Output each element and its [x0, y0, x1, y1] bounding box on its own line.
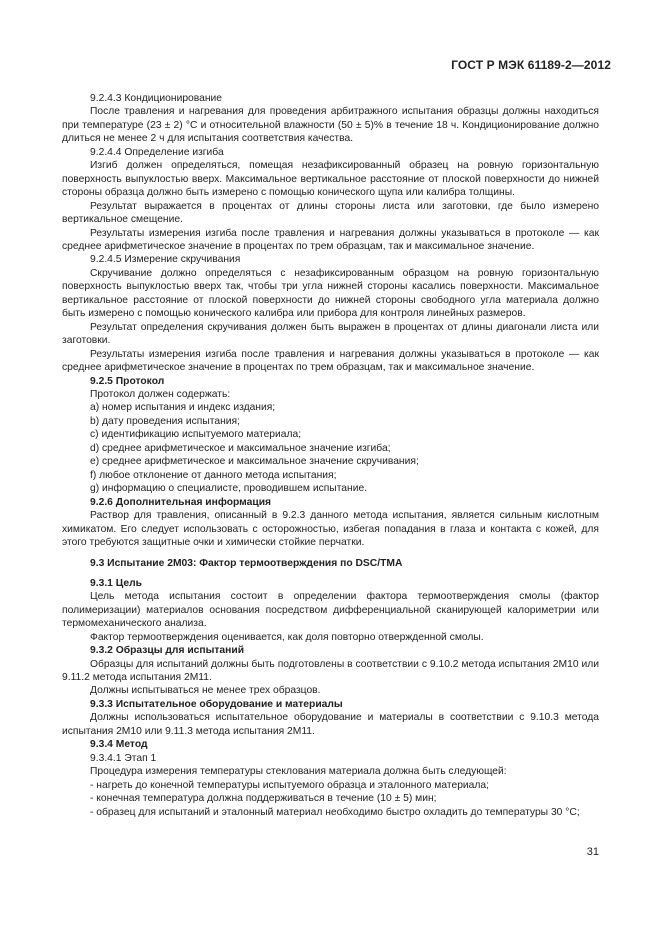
list-item: а) номер испытания и индекс издания; — [90, 402, 276, 414]
subsection-heading: 9.2.4.4 Определение изгиба — [90, 146, 224, 158]
list-item: е) среднее арифметическое и максимальное значение скручивания; — [90, 456, 419, 468]
subsection-heading: 9.2.4.3 Кондиционирование — [90, 93, 223, 104]
paragraph: Результат выражается в процентах от длины стороны листа или заготовки, где было измерено вертикальное смещение. — [62, 200, 599, 226]
paragraph: Должны использоваться испытательное оборудование и материалы в соответствии с 9.10.3 метода испытания 2М10 или 9.11.3 метода испытания 2М11. — [62, 712, 599, 737]
paragraph: Образцы для испытаний должны быть подготовлены в соответствии с 9.10.2 метода испытания 2М10 или 9.11.2 метода испытания 2М11. — [62, 658, 599, 684]
paragraph: Результат определения скручивания должен быть выражен в процентах от длины диагонали листа или заготовки. — [62, 321, 599, 347]
subsection-heading: 9.3.4.1 Этап 1 — [90, 752, 157, 764]
section-heading: 9.2.5 Протокол — [90, 375, 165, 387]
section-heading: 9.3.4 Метод — [90, 739, 148, 751]
paragraph: Результаты измерения изгиба после травления и нагревания должны указываться в протоколе — как среднее арифметическое значение в процентах по трем образцам, так и максимальное значение. — [62, 227, 599, 252]
list-item: f) любое отклонение от данного метода испытания; — [90, 469, 337, 481]
list-item: с) идентификацию испытуемого материала; — [90, 429, 302, 441]
paragraph: Результаты измерения изгиба после травления и нагревания должны указываться в протоколе — как среднее арифметическое значение в процентах по трем образцам, так и максимальное значение. — [62, 348, 599, 374]
paragraph: Процедура измерения температуры стеклования материала должна быть следующей: — [90, 766, 507, 778]
list-item: - нагреть до конечной температуры испытуемого образца и эталонного материала; — [90, 779, 490, 791]
paragraph: Фактор термоотверждения оценивается, как доля повторно отвержденной смолы. — [90, 631, 484, 643]
list-item: - конечная температура должна поддерживаться в течение (10 ± 5) мин; — [90, 793, 437, 805]
paragraph: Скручивание должно определяться с незафиксированным образцом на ровную горизонтальную поверхность выпуклостью вверх так, чтобы три угла нижней стороны касались поверхности. Максимальное вертикальное расстояние от плоской поверхности до нижней стороны свободного угла материала должно быть измерено с помощью конического калибра или прибора для контроля линейных размеров. — [62, 267, 599, 320]
section-heading: 9.3.1 Цель — [90, 577, 143, 589]
section-heading: 9.2.6 Дополнительная информация — [90, 496, 272, 508]
list-item: - образец для испытаний и эталонный материал необходимо быстро охладить до температуры 30 °С; — [90, 806, 580, 818]
section-heading: 9.3 Испытание 2М03: Фактор термоотверждения по DSC/TMA — [90, 558, 403, 570]
section-heading: 9.3.2 Образцы для испытаний — [90, 645, 245, 657]
paragraph: Раствор для травления, описанный в 9.2.3 данного метода испытания, является сильным кислотным химикатом. Его следует использовать с осторожностью, избегая попадания в глаза и контакта с кожей, для этого требуются защитные очки и химически стойкие перчатки. — [62, 510, 599, 548]
list-item: b) дату проведения испытания; — [90, 415, 240, 427]
paragraph: Цель метода испытания состоит в определении фактора термоотверждения смолы (фактор полимеризации) материалов основания посредством дифференциальной сканирующей калориметрии или термомеханического анализа. — [62, 591, 599, 630]
list-item: g) информацию о специалисте, проводившем испытание. — [90, 483, 368, 495]
subsection-heading: 9.2.4.5 Измерение скручивания — [90, 254, 241, 266]
paragraph: Должны испытываться не менее трех образцов. — [90, 685, 321, 697]
paragraph: После травления и нагревания для проведения арбитражного испытания образцы должны находиться при температуре (23 ± 2) °С и относительной влажности (50 ± 5)% в течение 18 ч. Кондиционирование должно длиться не менее 2 ч для испытания соответствия качества. — [62, 106, 599, 145]
page-number: 31 — [586, 846, 599, 858]
document-body — [62, 92, 599, 819]
paragraph: Протокол должен содержать: — [90, 388, 231, 400]
section-heading: 9.3.3 Испытательное оборудование и материалы — [90, 698, 343, 710]
paragraph: Изгиб должен определяться, помещая незафиксированный образец на ровную горизонтальную поверхность выпуклостью вверх. Максимальное вертикальное расстояние от плоской поверхности до нижней стороны образца должно быть измерено с помощью конического щупа или калибра толщины. — [62, 160, 599, 199]
standard-header: ГОСТ Р МЭК 61189-2—2012 — [451, 58, 611, 72]
list-item: d) среднее арифметическое и максимальное значение изгиба; — [90, 442, 391, 454]
